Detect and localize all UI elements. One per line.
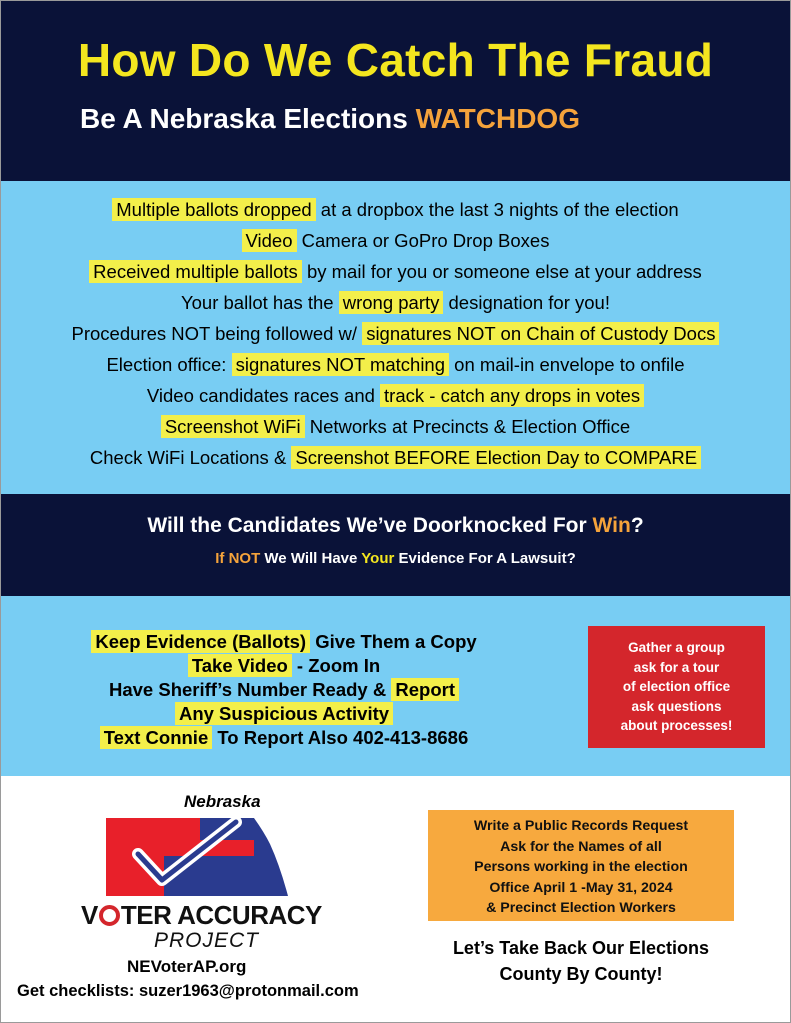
highlight-text: Multiple ballots dropped <box>112 198 315 221</box>
lawsuit-line <box>1 550 790 567</box>
highlight-text: Take Video <box>188 654 292 677</box>
if-not-text: If NOT <box>215 550 261 567</box>
highlight-text: Any Suspicious Activity <box>175 702 393 725</box>
item-text: Video candidates races and <box>146 385 381 406</box>
website-url: NEVoterAP.org <box>127 957 247 976</box>
highlight-text: signatures NOT on Chain of Custody Docs <box>362 322 719 345</box>
callout-line: of election office <box>622 679 731 694</box>
highlight-text: Keep Evidence (Ballots) <box>91 630 310 653</box>
callout-line: Gather a group <box>628 640 725 655</box>
highlight-text: Received multiple ballots <box>89 260 302 283</box>
callout-line: ask for a tour <box>633 659 720 675</box>
checklist-item <box>1 290 790 316</box>
wordmark-v: V <box>81 900 98 930</box>
item-text: Camera or GoPro Drop Boxes <box>296 230 550 251</box>
callout-line: about processes! <box>620 718 733 733</box>
evidence-item <box>1 726 567 749</box>
lawsuit-text-end: Evidence For A Lawsuit? <box>394 550 576 567</box>
callout-line: & Precinct Election Workers <box>486 900 676 916</box>
subtitle-accent: WATCHDOG <box>415 103 580 134</box>
slogan-line: County By County! <box>499 964 663 984</box>
wordmark-rest: TER ACCURACY <box>120 900 322 930</box>
callout-line: Write a Public Records Request <box>473 818 689 834</box>
records-request-callout <box>428 810 734 921</box>
evidence-item <box>1 654 567 677</box>
question-line <box>1 514 790 538</box>
callout-line: Ask for the Names of all <box>500 838 662 855</box>
highlight-text: wrong party <box>339 291 444 314</box>
item-text: Election office: <box>106 354 232 375</box>
highlight-text: Report <box>391 678 459 701</box>
highlight-text: Screenshot WiFi <box>161 415 305 438</box>
tour-callout <box>588 626 765 748</box>
evidence-item <box>1 678 567 701</box>
checklist-item <box>1 383 790 409</box>
your-text: Your <box>361 550 395 567</box>
checklist-contact: Get checklists: suzer1963@protonmail.com <box>17 982 359 1000</box>
lawsuit-text: We Will Have <box>260 550 362 567</box>
evidence-item <box>1 630 567 653</box>
callout-line: Persons working in the election <box>474 859 688 875</box>
callout-line: Office April 1 -May 31, 2024 <box>489 879 673 896</box>
page-title: How Do We Catch The Fraud <box>77 34 714 86</box>
checklist-item <box>1 259 790 285</box>
item-text: Networks at Precincts & Election Office <box>304 416 631 437</box>
footer-band <box>1 776 790 1022</box>
checklist-item <box>1 414 790 440</box>
item-text: Have Sheriff’s Number Ready & <box>108 679 392 700</box>
checklist-item <box>1 352 790 378</box>
checklist-band <box>1 181 790 494</box>
subtitle-text: Be A Nebraska Elections <box>80 103 416 134</box>
highlight-text: Screenshot BEFORE Election Day to COMPARE <box>291 446 701 469</box>
item-text: Procedures NOT being followed w/ <box>71 323 363 344</box>
item-text: Check WiFi Locations & <box>89 447 292 468</box>
slogan-line: Let’s Take Back Our Elections <box>452 938 710 958</box>
highlight-text: signatures NOT matching <box>232 353 449 376</box>
checklist-item <box>1 445 790 471</box>
question-mark: ? <box>630 514 644 537</box>
item-text: - Zoom In <box>291 655 381 676</box>
logo-project: PROJECT <box>154 929 260 952</box>
highlight-text: track - catch any drops in votes <box>380 384 644 407</box>
target-o-icon <box>99 905 120 926</box>
item-text: on mail-in envelope to onfile <box>449 354 685 375</box>
callout-line: ask questions <box>631 698 722 714</box>
evidence-band <box>1 596 790 776</box>
nebraska-checkmark-icon <box>104 814 294 900</box>
item-text: Give Them a Copy <box>310 631 477 652</box>
item-text: Your ballot has the <box>181 292 339 313</box>
checklist-item <box>1 197 790 223</box>
highlight-text: Video <box>242 229 297 252</box>
checklist-item <box>1 321 790 347</box>
highlight-text: Text Connie <box>100 726 213 749</box>
logo-state-label: Nebraska <box>184 792 261 811</box>
page-subtitle <box>80 103 580 135</box>
checklist-item <box>1 228 790 254</box>
closing-slogan <box>421 935 741 987</box>
question-text: Will the Candidates We’ve Doorknocked For <box>147 514 593 537</box>
evidence-item <box>1 702 567 725</box>
header-band <box>1 1 790 181</box>
question-accent: Win <box>592 514 631 537</box>
item-text: To Report Also 402-413-8686 <box>212 727 469 748</box>
item-text: by mail for you or someone else at your address <box>301 261 702 282</box>
question-band <box>1 494 790 596</box>
logo-wordmark <box>81 900 322 931</box>
item-text: at a dropbox the last 3 nights of the election <box>315 199 679 220</box>
item-text: designation for you! <box>443 292 610 313</box>
